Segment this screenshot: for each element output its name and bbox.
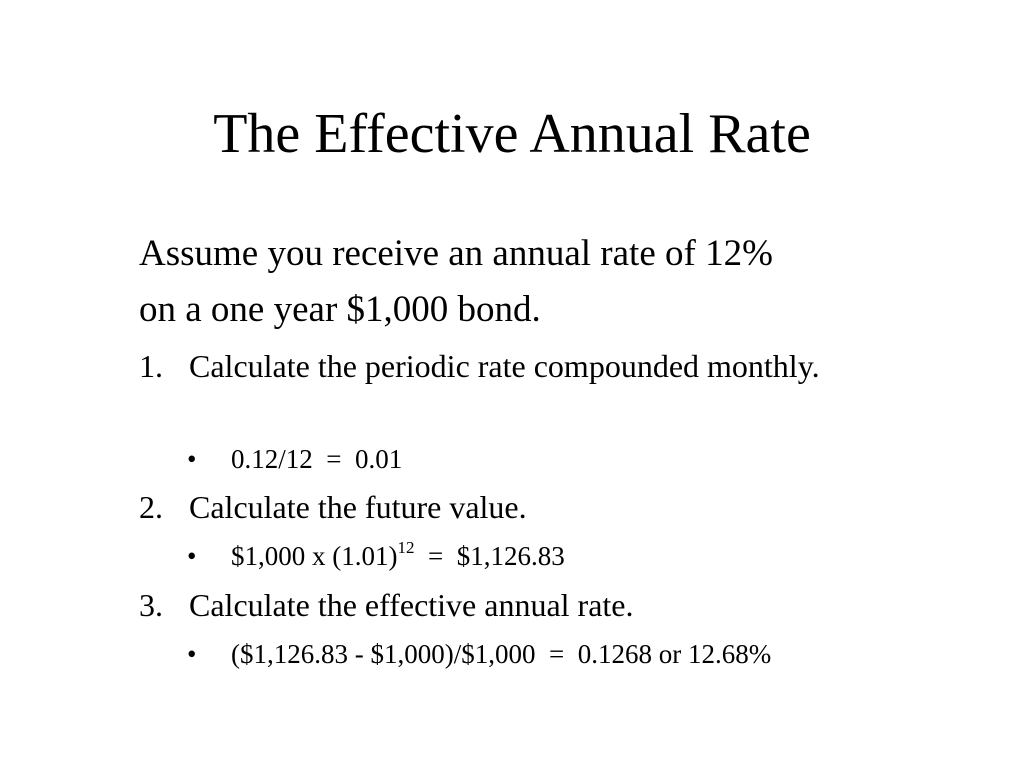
step-1-number: 1. — [139, 348, 163, 384]
bullet-icon: • — [187, 444, 197, 474]
intro-line-2: on a one year $1,000 bond. — [139, 289, 541, 330]
slide-title: The Effective Annual Rate — [213, 103, 811, 165]
step-1-text: Calculate the periodic rate compounded monthly. — [189, 348, 820, 384]
step-2-number: 2. — [139, 489, 163, 525]
step-2-text: Calculate the future value. — [189, 489, 527, 525]
step-3-text: Calculate the effective annual rate. — [189, 587, 634, 623]
bullet-icon: • — [187, 639, 197, 669]
step-3-number: 3. — [139, 587, 163, 623]
intro-line-1: Assume you receive an annual rate of 12% — [139, 233, 773, 274]
intro-paragraph — [139, 226, 959, 338]
step-2-exponent: 12 — [397, 538, 415, 557]
step-1-sub-text: 0.12/12 = 0.01 — [231, 444, 403, 474]
step-3-sub-text: ($1,126.83 - $1,000)/$1,000 = 0.1268 or 12.68% — [231, 639, 772, 669]
bullet-icon: • — [187, 541, 197, 571]
step-2-sub-text-before: $1,000 x (1.01) — [231, 541, 398, 571]
step-2-sub-text-after: = $1,126.83 — [414, 541, 565, 571]
step-2-sub-text — [231, 539, 565, 573]
